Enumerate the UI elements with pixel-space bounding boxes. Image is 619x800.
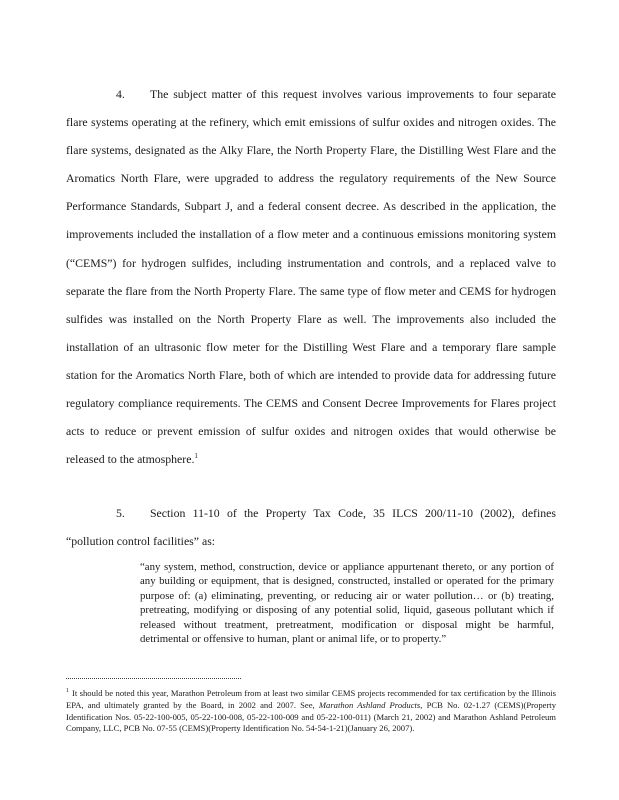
paragraph-4 bbox=[66, 80, 556, 473]
block-quote: “any system, method, construction, device or appliance appurtenant thereto, or any portion of any building or equipment, that is designed, constructed, installed or operated for the primary purpose of: (a) eliminating, preventing, or reducing air or water pollution… or (b) treating, pretreating, modifying or disposing of any potential solid, liquid, gaseous pollutant which if released without treatment, pretreatment, modification or disposal might be harmful, detrimental or offensive to human, plant or animal life, or to property.” bbox=[140, 561, 554, 646]
footnote-text-after: , PCB No. 02-1.27 (CEMS)(Property Identification Nos. 05-22-100-005, 05-22-100-008, 05-22-100-009 and 05-22-100-011) (March 21, 2002) and Marathon Ashland Petroleum Company, LLC, PCB No. 07-55 (CEMS)(Property Identification No. 54-54-1-21)(January 26, 2007). bbox=[66, 699, 556, 734]
paragraph-4-text: The subject matter of this request involves various improvements to four separate flare systems operating at the refinery, which emit emissions of sulfur oxides and nitrogen oxides. The flare systems, designated as the Alky Flare, the North Property Flare, the Distilling West Flare and the Aromatics North Flare, were upgraded to address the regulatory requirements of the New Source Performance Standards, Subpart J, and a federal consent decree. As described in the application, the improvements included the installation of a flow meter and a continuous emissions monitoring system (“CEMS”) for hydrogen sulfides, including instrumentation and controls, and a replaced valve to separate the flare from the North Property Flare. The same type of flow meter and CEMS for hydrogen sulfides was installed on the North Property Flare as well. The improvements also included the installation of an ultrasonic flow meter for the Distilling West Flare and a temporary flare sample station for the Aromatics North Flare, both of which are intended to provide data for addressing future regulatory compliance requirements. The CEMS and Consent Decree Improvements for Flares project acts to reduce or prevent emission of sulfur oxides and nitrogen oxides that would otherwise be released to the atmosphere. bbox=[66, 87, 556, 467]
footnote bbox=[66, 688, 556, 735]
paragraph-5-number: 5. bbox=[116, 506, 125, 520]
footnote-case-name: Marathon Ashland Products bbox=[318, 699, 421, 710]
paragraph-5 bbox=[66, 499, 556, 555]
paragraph-5-text: Section 11-10 of the Property Tax Code, 35 ILCS 200/11-10 (2002), defines “pollution control facilities” as: bbox=[66, 506, 556, 549]
footnote-reference: 1 bbox=[194, 452, 198, 461]
footnote-marker: 1 bbox=[66, 688, 69, 695]
paragraph-4-number: 4. bbox=[116, 87, 125, 101]
footnote-separator bbox=[66, 678, 241, 679]
footnote-text-before: It should be noted this year, Marathon Petroleum from at least two similar CEMS projects recommended for tax certification by the Illinois EPA, and ultimately granted by the Board, in 2002 and 2007. See, bbox=[66, 688, 556, 710]
